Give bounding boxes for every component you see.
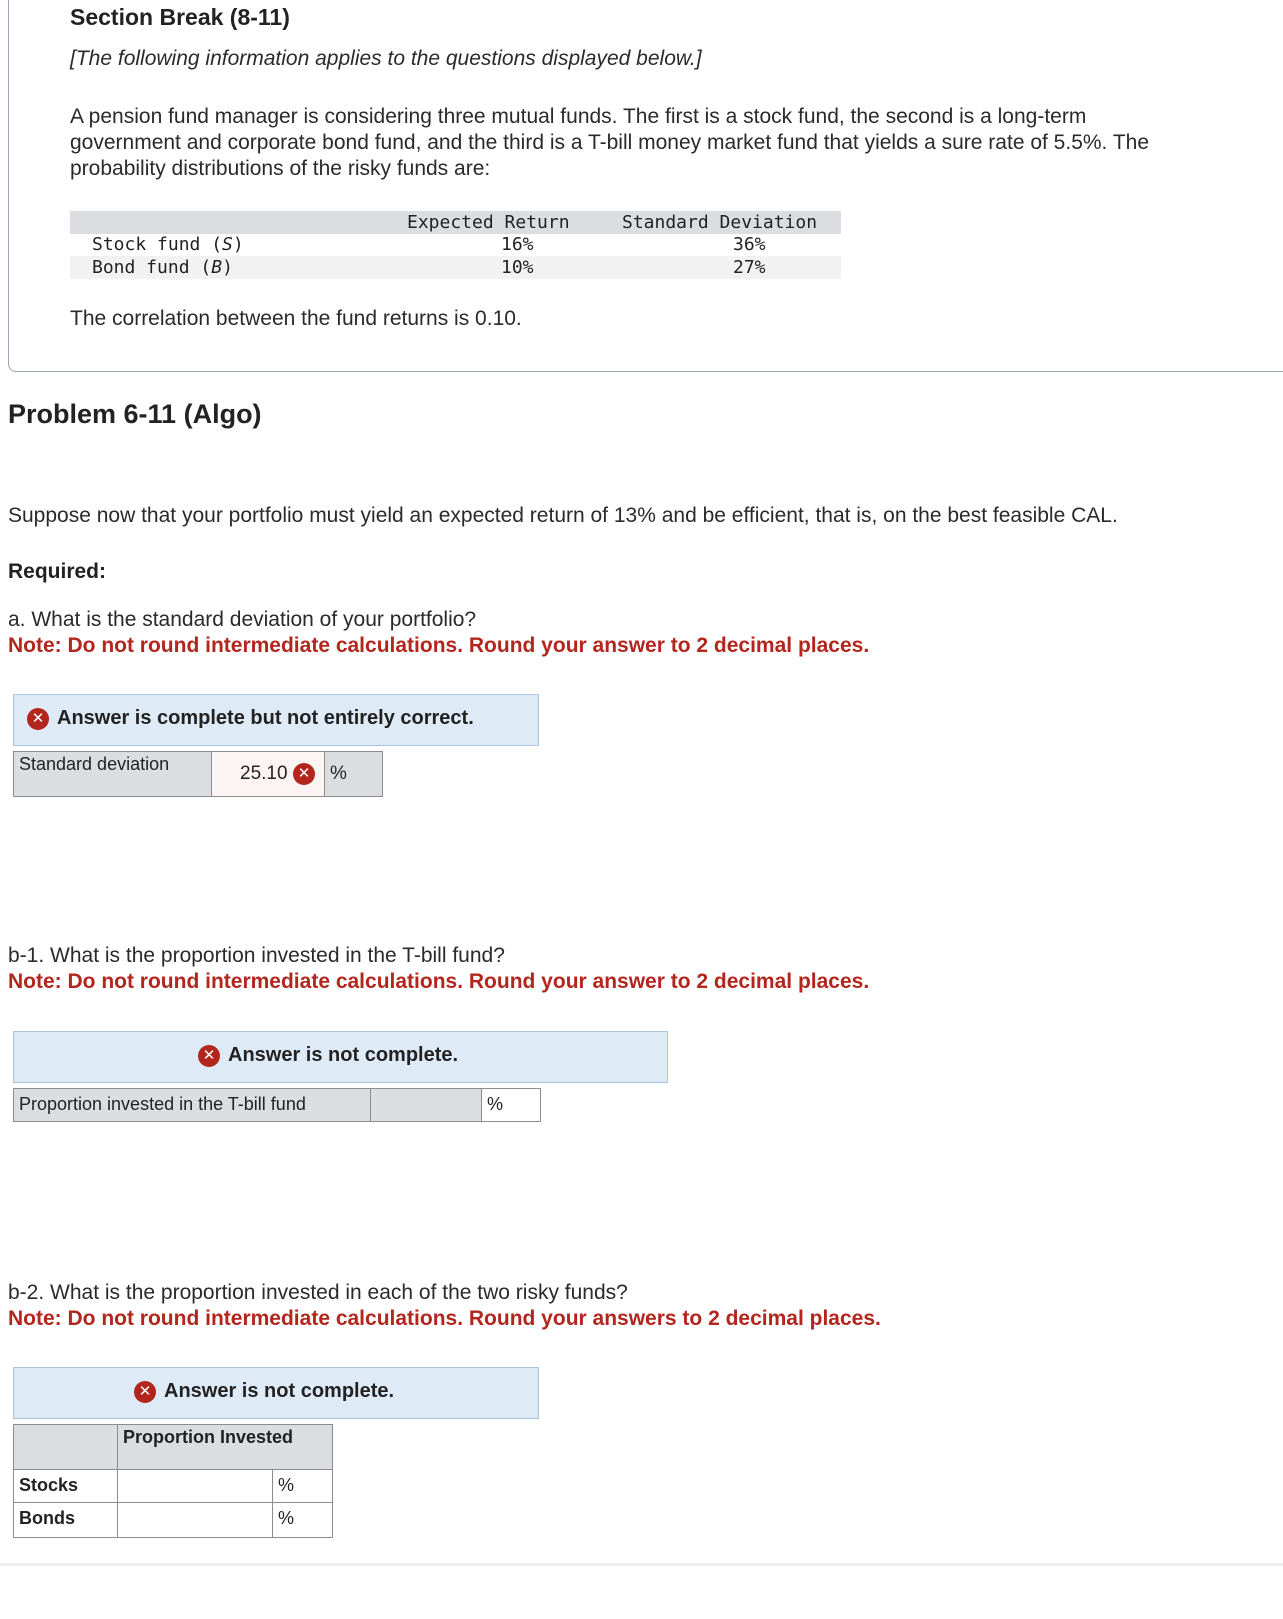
part-a-question: a. What is the standard deviation of your portfolio? (8, 608, 477, 631)
part-b1-note: Note: Do not round intermediate calculations. Round your answer to 2 decimal places. (8, 970, 870, 993)
part-a-unit: % (324, 751, 383, 797)
part-b1-unit: % (481, 1088, 541, 1122)
part-b1-status-banner (13, 1031, 668, 1083)
correlation-text: The correlation between the fund returns is 0.10. (70, 307, 522, 330)
part-b2-table (13, 1424, 333, 1538)
section-paragraph: A pension fund manager is considering three mutual funds. The first is a stock fund, the second is a long-term government and corporate bond fund, and the third is a T-bill money market fund that yields a sure rate of 5.5%. The probability distributions of the risky funds are: (70, 105, 1150, 180)
fund-table (70, 211, 841, 279)
row-stock-expected-return: 16% (501, 234, 534, 255)
part-b2-row-bonds-unit: % (272, 1502, 333, 1538)
required-label: Required: (8, 560, 107, 583)
row-bond-label: Bond fund (B) (92, 257, 233, 278)
part-b2-row-stocks-label: Stocks (13, 1469, 118, 1503)
part-b1-status-text: Answer is not complete. (228, 1044, 459, 1066)
problem-title: Problem 6-11 (Algo) (8, 399, 262, 429)
part-a-status-text: Answer is complete but not entirely correct. (57, 707, 474, 729)
header-expected-return: Expected Return (407, 212, 570, 233)
error-icon: ✕ (134, 1381, 156, 1403)
part-b2-row-stocks-input[interactable] (117, 1469, 273, 1503)
bottom-divider (0, 1563, 1283, 1566)
part-b1-question: b-1. What is the proportion invested in the T-bill fund? (8, 944, 505, 967)
part-b2-status-text: Answer is not complete. (164, 1380, 395, 1402)
part-a-answer-field[interactable] (211, 751, 325, 797)
part-a-status-banner (13, 694, 539, 746)
part-b1-answer-input[interactable] (370, 1088, 482, 1122)
part-b2-row-stocks-unit: % (272, 1469, 333, 1503)
error-icon: ✕ (27, 708, 49, 730)
incorrect-icon: ✕ (293, 763, 315, 785)
row-stock-label: Stock fund (S) (92, 234, 244, 255)
row-bond-std-dev: 27% (733, 257, 766, 278)
part-b2-note: Note: Do not round intermediate calculations. Round your answers to 2 decimal places. (8, 1307, 881, 1330)
part-b2-status-banner (13, 1367, 539, 1419)
part-a-row-label: Standard deviation (13, 751, 212, 797)
section-title: Section Break (8-11) (70, 4, 290, 30)
part-b2-question: b-2. What is the proportion invested in each of the two risky funds? (8, 1281, 628, 1304)
error-icon: ✕ (198, 1045, 220, 1067)
part-a-note: Note: Do not round intermediate calculations. Round your answer to 2 decimal places. (8, 634, 870, 657)
part-b2-row-bonds-input[interactable] (117, 1502, 273, 1538)
problem-statement: Suppose now that your portfolio must yield an expected return of 13% and be efficient, that is, on the best feasible CAL. (8, 504, 1118, 527)
part-b1-row-label: Proportion invested in the T-bill fund (13, 1088, 371, 1122)
part-b2-row-bonds-label: Bonds (13, 1502, 118, 1538)
row-stock-std-dev: 36% (733, 234, 766, 255)
part-b2-header-blank (13, 1424, 118, 1470)
section-intro: [The following information applies to the questions displayed below.] (70, 47, 702, 70)
row-bond-expected-return: 10% (501, 257, 534, 278)
part-b2-column-header: Proportion Invested (117, 1424, 333, 1470)
header-standard-deviation: Standard Deviation (622, 212, 818, 233)
part-a-answer-value: 25.10 (240, 763, 288, 784)
